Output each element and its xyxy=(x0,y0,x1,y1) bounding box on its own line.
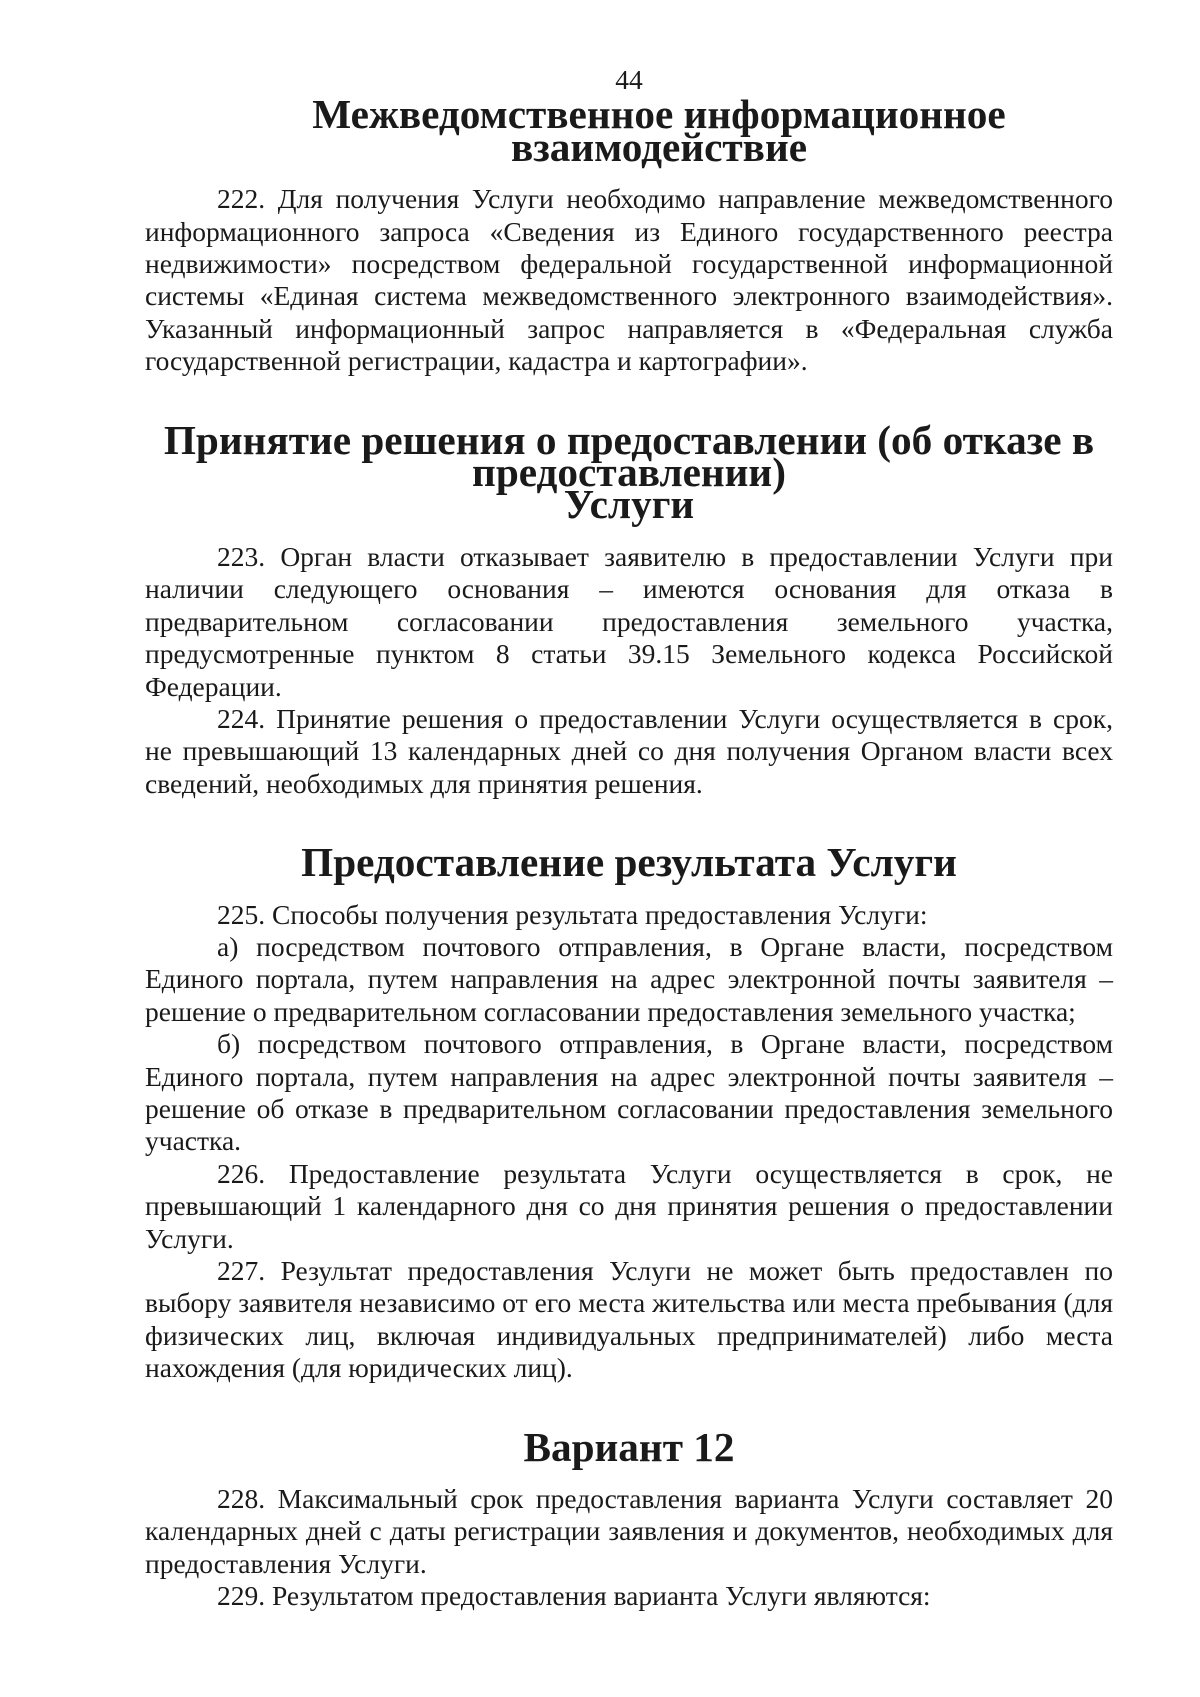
section-interagency-interaction xyxy=(145,91,1113,377)
section-decision xyxy=(145,416,1113,800)
section-heading xyxy=(145,416,1113,528)
paragraph-223: 223. Орган власти отказывает заявителю в предоставлении Услуги при наличии следующего основания – имеются основания для отказа в предварительном согласовании предоставления земельного участка, предусмотренные пунктом 8 статьи 39.15 Земельного кодекса Российской Федерации. xyxy=(145,540,1113,702)
paragraph-225: 225. Способы получения результата предоставления Услуги: xyxy=(217,898,928,930)
heading-line: Услуги xyxy=(563,481,695,528)
heading-line: Принятие решения о предоставлении (об отказе в предоставлении) xyxy=(163,416,1095,496)
section-heading: Вариант 12 xyxy=(523,1423,735,1470)
paragraph-225-b: б) посредством почтового отправления, в Органе власти, посредством Единого портала, путем направления на адрес электронной почты заявителя – решение об отказе в предварительном согласовании предоставления земельного участка. xyxy=(145,1028,1113,1157)
paragraph-224: 224. Принятие решения о предоставлении Услуги осуществляется в срок, не превышающий 13 календарных дней со дня получения Органом власти всех сведений, необходимых для принятия решения. xyxy=(145,702,1113,799)
document-page xyxy=(145,64,1113,1613)
section-heading: Межведомственное информационное взаимодействие xyxy=(312,91,1006,170)
section-heading: Предоставление результата Услуги xyxy=(301,839,957,886)
paragraph-222: 222. Для получения Услуги необходимо направление межведомственного информационного запроса «Сведения из Единого государственного реестра недвижимости» посредством федеральной государственной информационной системы «Единая система межведомственного электронного взаимодействия». Указанный информационный запрос направляется в «Федеральная служба государственной регистрации, кадастра и картографии». xyxy=(145,183,1113,377)
paragraph-225-a: а) посредством почтового отправления, в Органе власти, посредством Единого портала, путем направления на адрес электронной почты заявителя – решение о предварительном согласовании предоставления земельного участка; xyxy=(145,930,1113,1027)
section-variant-12 xyxy=(145,1423,1113,1613)
section-result-delivery xyxy=(145,839,1113,1385)
page-number: 44 xyxy=(615,64,643,95)
paragraph-229: 229. Результатом предоставления варианта Услуги являются: xyxy=(217,1580,931,1612)
paragraph-228: 228. Максимальный срок предоставления варианта Услуги составляет 20 календарных дней с даты регистрации заявления и документов, необходимых для предоставления Услуги. xyxy=(145,1483,1113,1579)
paragraph-226: 226. Предоставление результата Услуги осуществляется в срок, не превышающий 1 календарного дня со дня принятия решения о предоставлении Услуги. xyxy=(145,1157,1113,1254)
paragraph-227: 227. Результат предоставления Услуги не может быть предоставлен по выбору заявителя независимо от его места жительства или места пребывания (для физических лиц, включая индивидуальных предпринимателей) либо места нахождения (для юридических лиц). xyxy=(145,1255,1113,1384)
